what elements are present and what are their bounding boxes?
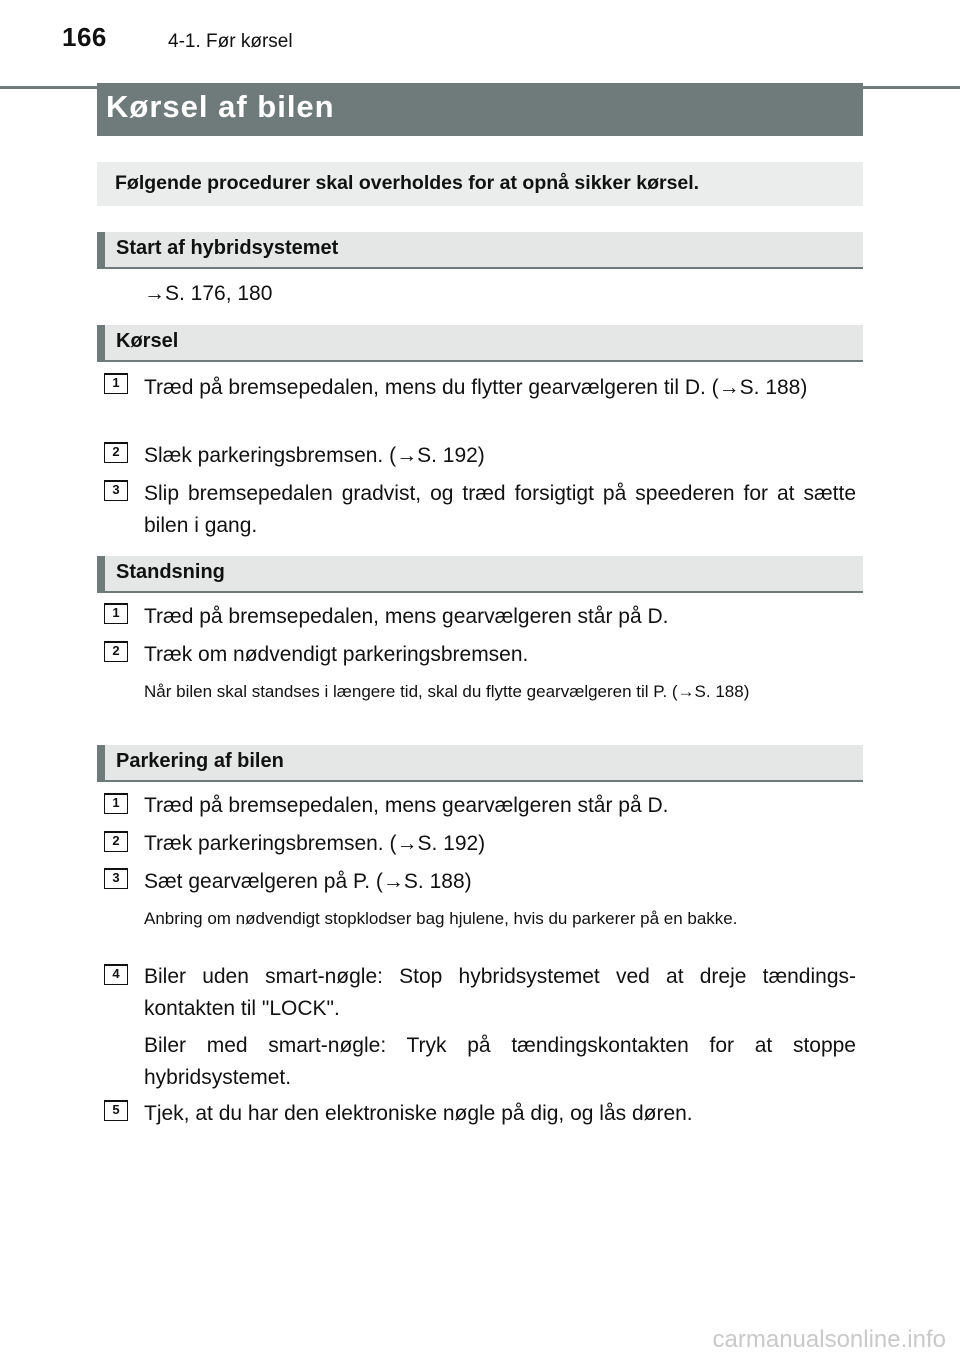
step-text: Biler uden smart-nøgle: Stop hybridsystemet ved at dreje tændingskontakten til "LOCK". — [144, 965, 856, 1020]
step-text: Træd på bremsepedalen, mens gearvælgeren står på D. — [144, 605, 669, 628]
step-text-extra: Biler med smart-nøgle: Tryk på tændingskontakten for at stoppe hybridsystemet. — [144, 1034, 856, 1089]
step-text: Slæk parkeringsbremsen. (→S. 192) — [144, 444, 485, 467]
step-number: 4 — [104, 964, 128, 985]
intro-text: Følgende procedurer skal overholdes for at opnå sikker kørsel. — [115, 172, 700, 194]
stopping-note: Når bilen skal standses i længere tid, skal du flytte gearvælgeren til P. (→S. 188) — [144, 682, 750, 701]
step-number: 1 — [104, 793, 128, 814]
parking-note: Anbring om nødvendigt stopklodser bag hjulene, hvis du parkerer på en bakke. — [144, 909, 738, 928]
subhead-start — [97, 232, 863, 269]
subhead-driving — [97, 325, 863, 362]
step-text: Slip bremsepedalen gradvist, og træd forsigtigt på speederen for at sætte bilen i gang. — [144, 482, 856, 537]
step-text: Sæt gearvælgeren på P. (→S. 188) — [144, 870, 472, 893]
step-text: Træd på bremsepedalen, mens du flytter gearvælgeren til D. (→S. 188) — [144, 376, 808, 399]
step-number: 2 — [104, 831, 128, 852]
title-bar — [97, 83, 863, 136]
watermark: carmanualsonline.info — [712, 1326, 946, 1353]
start-reference: →S. 176, 180 — [144, 282, 273, 305]
step-number: 3 — [104, 868, 128, 889]
subhead-bar — [97, 325, 105, 360]
subhead-label: Parkering af bilen — [116, 750, 284, 772]
subhead-bar — [97, 232, 105, 267]
step-text: Træk parkeringsbremsen. (→S. 192) — [144, 832, 486, 855]
step-number: 5 — [104, 1100, 128, 1121]
step-number: 1 — [104, 373, 128, 394]
page-title: Kørsel af bilen — [106, 89, 335, 124]
intro-box — [97, 162, 863, 206]
section-path: 4-1. Før kørsel — [168, 31, 293, 52]
subhead-label: Standsning — [116, 561, 225, 583]
step-number: 1 — [104, 603, 128, 624]
step-number: 2 — [104, 442, 128, 463]
page-number: 166 — [62, 22, 107, 52]
page-header — [0, 22, 960, 62]
step-text: Tjek, at du har den elektroniske nøgle på dig, og lås døren. — [144, 1102, 693, 1125]
subhead-parking — [97, 745, 863, 782]
step-text: Træk om nødvendigt parkeringsbremsen. — [144, 643, 529, 666]
step-text: Træd på bremsepedalen, mens gearvælgeren står på D. — [144, 794, 669, 817]
subhead-label: Kørsel — [116, 330, 179, 352]
subhead-bar — [97, 556, 105, 591]
step-number: 2 — [104, 641, 128, 662]
subhead-bar — [97, 745, 105, 780]
subhead-stopping — [97, 556, 863, 593]
step-number: 3 — [104, 480, 128, 501]
subhead-label: Start af hybridsystemet — [116, 237, 339, 259]
